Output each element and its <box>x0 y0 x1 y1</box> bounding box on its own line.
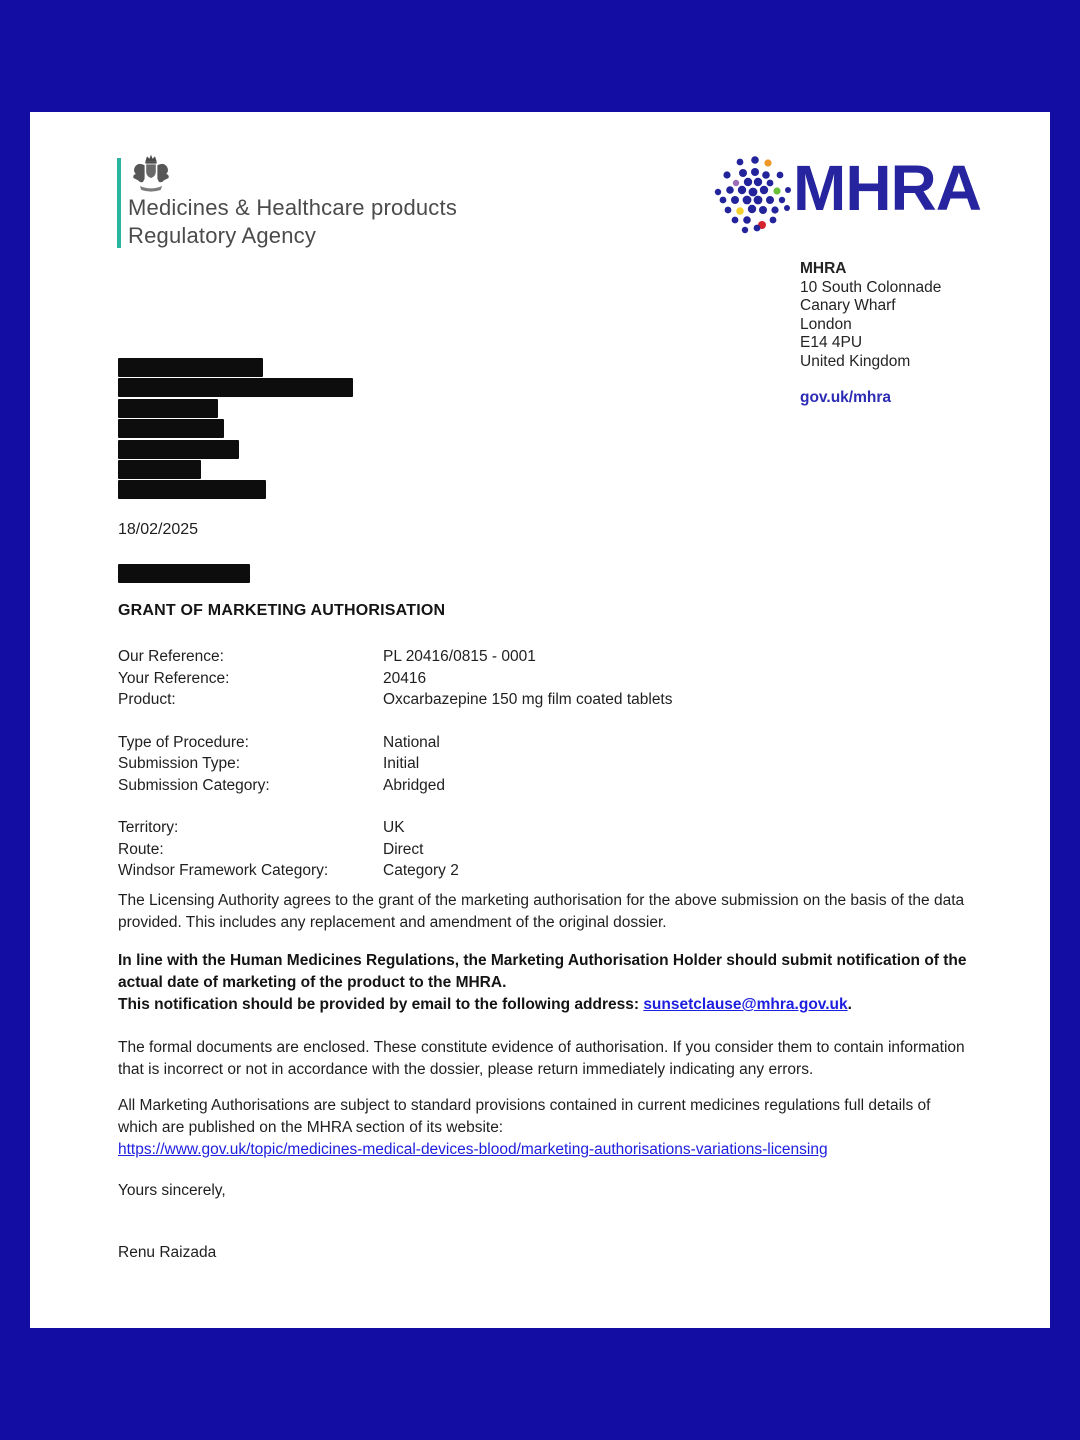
agency-name-line2: Regulatory Agency <box>128 223 317 248</box>
row-value: Abridged <box>383 776 446 794</box>
row-value: 20416 <box>383 669 427 687</box>
royal-coat-of-arms-icon <box>127 154 175 194</box>
row-value: Direct <box>383 840 424 858</box>
table-row <box>118 732 673 754</box>
redaction-bar <box>118 358 263 377</box>
notification-sentence: In line with the Human Medicines Regulations, the Marketing Authorisation Holder should submit notification of the actual date of marketing of the product to the MHRA. <box>118 952 967 991</box>
row-value: Oxcarbazepine 150 mg film coated tablets <box>383 691 673 708</box>
letter-date: 18/02/2025 <box>118 521 199 538</box>
table-row <box>118 646 673 668</box>
row-value: Initial <box>383 755 420 772</box>
table-row <box>118 668 673 690</box>
teal-accent-bar <box>117 158 121 248</box>
reference-group <box>118 646 673 711</box>
agency-name-line1: Medicines & Healthcare products <box>128 195 458 220</box>
sender-address-line: Canary Wharf <box>800 297 896 314</box>
subject-heading: GRANT OF MARKETING AUTHORISATION <box>118 602 446 619</box>
paragraph-formal-documents: The formal documents are enclosed. These constitute evidence of authorisation. If you consider them to contain information that is incorrect or not in accordance with the dossier, please return immediately indicating any errors. <box>118 1039 965 1078</box>
paragraph-standard-provisions <box>118 1095 968 1161</box>
sender-address-line: London <box>800 315 852 333</box>
mhra-dots-logo-icon <box>705 150 800 245</box>
redaction-bar <box>118 460 201 479</box>
agency-name <box>128 194 548 250</box>
table-row <box>118 689 673 711</box>
recipient-address-redacted <box>118 358 353 499</box>
redaction-bar <box>118 419 224 438</box>
letter-page <box>30 112 1050 1328</box>
signatory-name: Renu Raizada <box>118 1244 217 1261</box>
notification-email-prefix: This notification should be provided by email to the following address: <box>118 996 644 1013</box>
salutation-redacted <box>118 564 250 583</box>
mhra-website-link[interactable]: gov.uk/mhra <box>800 389 892 406</box>
row-label: Route: <box>118 840 164 858</box>
redaction-bar <box>118 564 250 583</box>
redaction-bar <box>118 480 266 499</box>
sunset-clause-email-link[interactable]: sunsetclause@mhra.gov.uk <box>643 996 848 1013</box>
row-label: Your Reference: <box>118 669 230 687</box>
table-row <box>118 839 673 861</box>
sentence-period: . <box>847 996 852 1013</box>
valediction: Yours sincerely, <box>118 1182 226 1199</box>
row-value: Category 2 <box>383 862 459 879</box>
row-label: Type of Procedure: <box>118 733 249 751</box>
redaction-bar <box>118 378 353 397</box>
row-label: Territory: <box>118 819 179 836</box>
reference-table <box>118 646 673 903</box>
sender-address-line: 10 South Colonnade <box>800 278 942 296</box>
row-label: Windsor Framework Category: <box>118 862 329 879</box>
table-row <box>118 753 673 775</box>
sender-name: MHRA <box>800 260 847 277</box>
row-value: National <box>383 733 440 751</box>
sender-address-block <box>800 260 941 408</box>
table-row <box>118 775 673 797</box>
row-label: Our Reference: <box>118 648 224 665</box>
mhra-wordmark: MHRA <box>793 152 981 224</box>
table-row <box>118 817 673 839</box>
row-label: Submission Category: <box>118 776 270 794</box>
row-value: PL 20416/0815 - 0001 <box>383 648 536 665</box>
gov-uk-licensing-link[interactable]: https://www.gov.uk/topic/medicines-medical-devices-blood/marketing-authorisations-variations-licensing <box>118 1141 828 1158</box>
reference-group <box>118 732 673 797</box>
redaction-bar <box>118 440 239 459</box>
reference-group <box>118 817 673 882</box>
paragraph-notification-requirement <box>118 950 968 1016</box>
letter-body <box>118 890 968 1264</box>
standard-provisions-text: All Marketing Authorisations are subject to standard provisions contained in current medicines regulations full details of which are published on the MHRA section of its website: <box>118 1097 931 1136</box>
row-value: UK <box>383 819 405 836</box>
redaction-bar <box>118 399 218 418</box>
table-row <box>118 860 673 882</box>
notification-email-sentence <box>118 994 968 1016</box>
paragraph-authorisation-grant: The Licensing Authority agrees to the grant of the marketing authorisation for the above submission on the basis of the data provided. This includes any replacement and amendment of the original dossier. <box>118 892 965 931</box>
row-label: Product: <box>118 691 176 708</box>
sender-address-line: E14 4PU <box>800 334 863 351</box>
sender-address-line: United Kingdom <box>800 352 911 370</box>
row-label: Submission Type: <box>118 755 241 772</box>
